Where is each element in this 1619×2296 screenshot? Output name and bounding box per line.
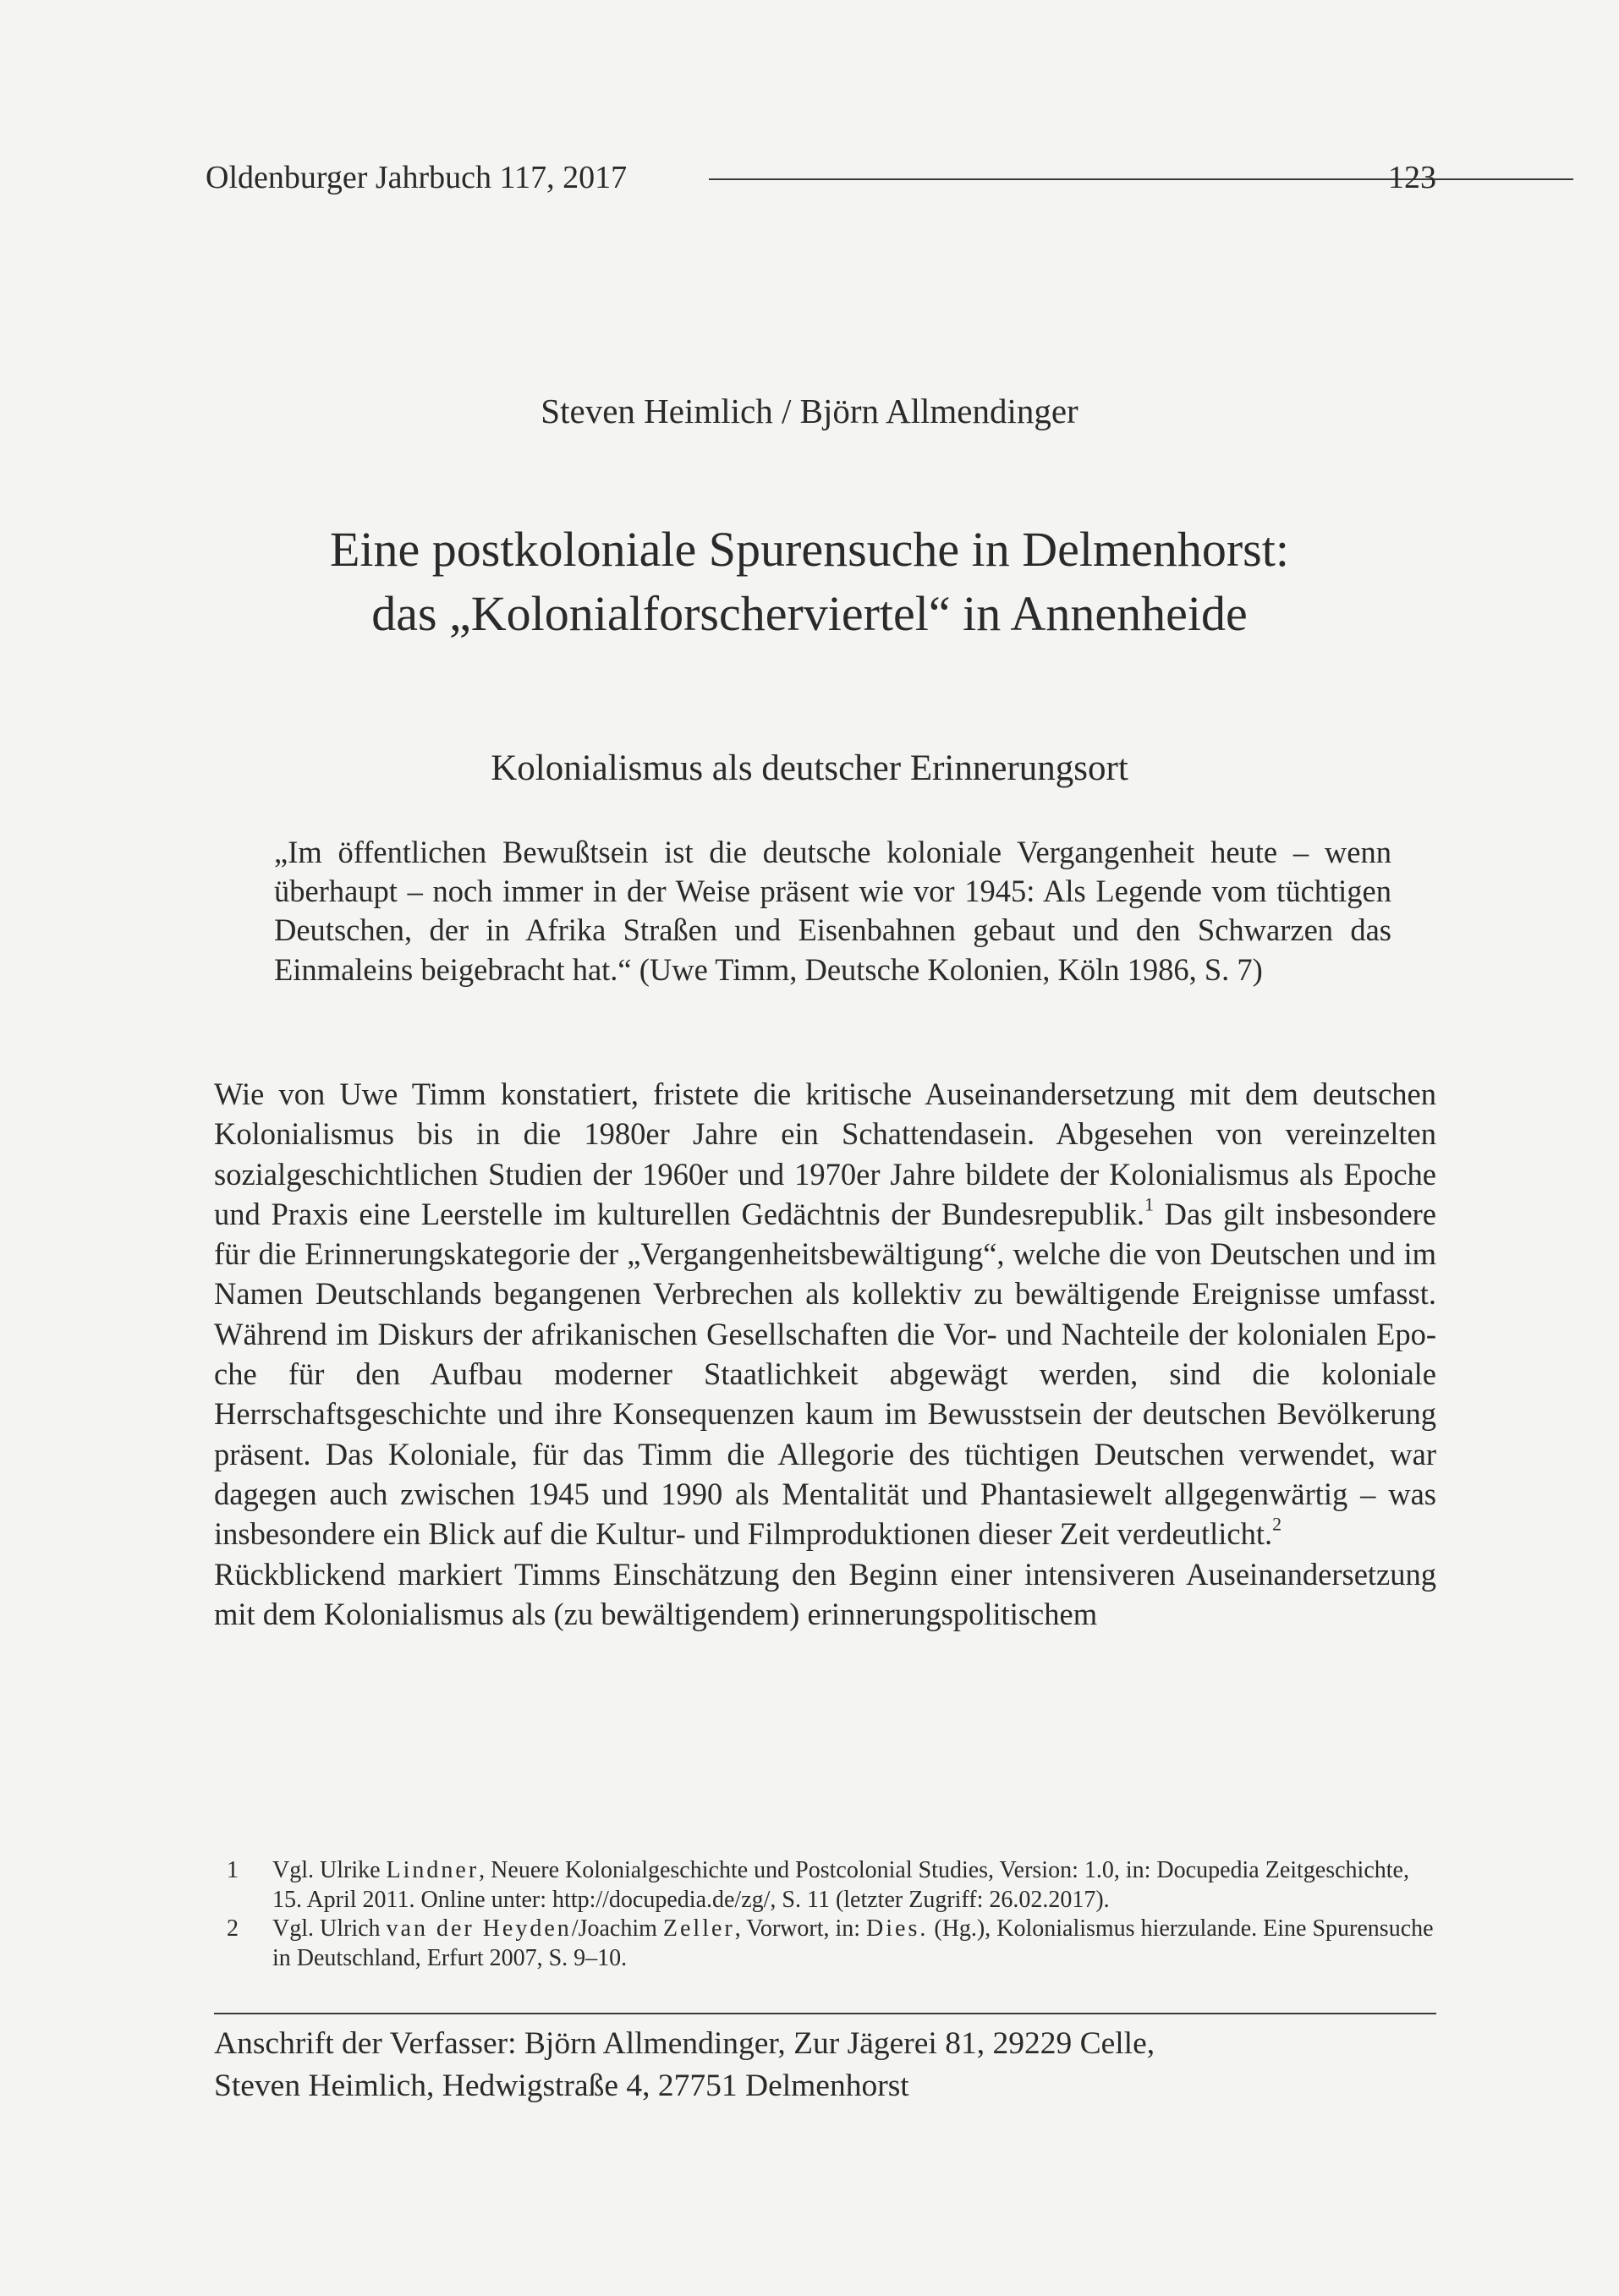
footnote-number: 1 bbox=[227, 1857, 239, 1883]
author-address bbox=[214, 2023, 1436, 2107]
epigraph-quote: „Im öffentlichen Bewußtsein ist die deutsche koloniale Vergangenheit heute – wenn überhaupt – noch immer in der Weise präsent wie vor 1945: Als Legende vom tüchtigen Deutschen, der in Afrika Straßen und Eisenbahnen gebaut und den Schwarzen das Einmaleins beigebracht hat.“ (Uwe Timm, Deutsche Kolonien, Köln 1986, S. 7) bbox=[274, 835, 1391, 987]
footnote-number: 2 bbox=[227, 1915, 239, 1942]
body-paragraph-1-part-2: Das gilt insbesondere für die Erinnerungskategorie der „Vergangenheitsbewältigung“, welche die von Deutschen und im Namen Deutschlands begangenen Verbrechen als kollektiv zu bewältigende Ereignisse umfasst. Während im Diskurs der afrikanischen Gesellschaften die Vor- und Nachteile der kolonialen Epoche für den Aufbau moderner Staatlichkeit abgewägt werden, sind die koloniale Herrschaftsgeschichte und ihre Konsequenzen kaum im Bewusstsein der deutschen Bevölkerung präsent. Das Koloniale, für das Timm die Allegorie des tüchtigen Deutschen verwendet, war dagegen auch zwischen 1945 und 1990 als Mentalität und Phantasiewelt allgegenwärtig – was insbesondere ein Blick auf die Kultur- und Filmproduktionen dieser Zeit verdeutlicht. bbox=[214, 1196, 1437, 1552]
author-name-spaced: Zeller bbox=[662, 1915, 735, 1942]
body-paragraph-1-part-1: Wie von Uwe Timm konstatiert, fristete die kritische Auseinandersetzung mit dem deutschen Kolonialismus bis in die 1980er Jahre ein Schattendasein. Abgesehen von vereinzelten sozialgeschichtlichen Studien der 1960er und 1970er Jahre bildete der Kolonialismus als Epoche und Praxis eine Leerstelle im kulturellen Gedächtnis der Bundesrepublik. bbox=[214, 1077, 1436, 1231]
author-name-spaced: Lindner bbox=[386, 1857, 480, 1883]
footnote-text-part: Vgl. Ulrich bbox=[272, 1915, 387, 1942]
footnote-text bbox=[272, 1856, 1437, 1915]
body-paragraph-1 bbox=[214, 1074, 1436, 1554]
address-rule bbox=[214, 2013, 1436, 2014]
author-name-spaced: van der Heyden bbox=[386, 1915, 572, 1942]
footnote-1 bbox=[227, 1856, 1437, 1915]
address-line-2: Steven Heimlich, Hedwigstraße 4, 27751 Delmenhorst bbox=[214, 2069, 909, 2103]
article-title bbox=[0, 518, 1619, 646]
title-line-2: das „Kolonialforscherviertel“ in Annenheide bbox=[371, 586, 1248, 641]
footnotes bbox=[227, 1856, 1437, 1973]
author-name-spaced: Dies. bbox=[866, 1915, 929, 1942]
running-head bbox=[206, 152, 1436, 203]
footnote-text-part: (Hg.), Kolonialismus hierzulande. Eine Spurensuche in Deutschland, Erfurt 2007, S. 9–10. bbox=[272, 1915, 1434, 1971]
title-line-1: Eine postkoloniale Spurensuche in Delmenhorst: bbox=[329, 522, 1289, 577]
article-authors: Steven Heimlich / Björn Allmendinger bbox=[541, 392, 1078, 430]
section-heading: Kolonialismus als deutscher Erinnerungsort bbox=[491, 748, 1128, 788]
header-rule bbox=[709, 178, 1573, 180]
body-text bbox=[214, 1074, 1436, 1634]
footnote-text-part: Vgl. Ulrike bbox=[272, 1857, 387, 1883]
footnote-marker-1[interactable]: 1 bbox=[1144, 1193, 1154, 1215]
footnote-text bbox=[272, 1915, 1437, 1973]
journal-title: Oldenburger Jahrbuch 117, 2017 bbox=[206, 160, 628, 195]
body-paragraph-2: Rückblickend markiert Timms Einschätzung den Beginn einer intensiveren Auseinandersetzung mit dem Kolonialismus als (zu bewältigendem) erinnerungspolitischem bbox=[214, 1556, 1436, 1631]
footnote-text-part: /Joachim bbox=[571, 1915, 663, 1942]
page-number: 123 bbox=[1388, 160, 1436, 195]
footnote-text-part: , Neuere Kolonialgeschichte und Postcolonial Studies, Version: 1.0, in: Docupedia Zeitgeschichte, 15. April 2011. Online unter: http://docupedia.de/zg/, S. 11 (letzter Zugriff: 26.02.2017). bbox=[272, 1857, 1409, 1913]
footnote-marker-2[interactable]: 2 bbox=[1272, 1513, 1282, 1535]
footnote-text-part: , Vorwort, in: bbox=[734, 1915, 867, 1942]
address-line-1: Anschrift der Verfasser: Björn Allmendinger, Zur Jägerei 81, 29229 Celle, bbox=[214, 2026, 1155, 2061]
footnote-2 bbox=[227, 1915, 1437, 1973]
